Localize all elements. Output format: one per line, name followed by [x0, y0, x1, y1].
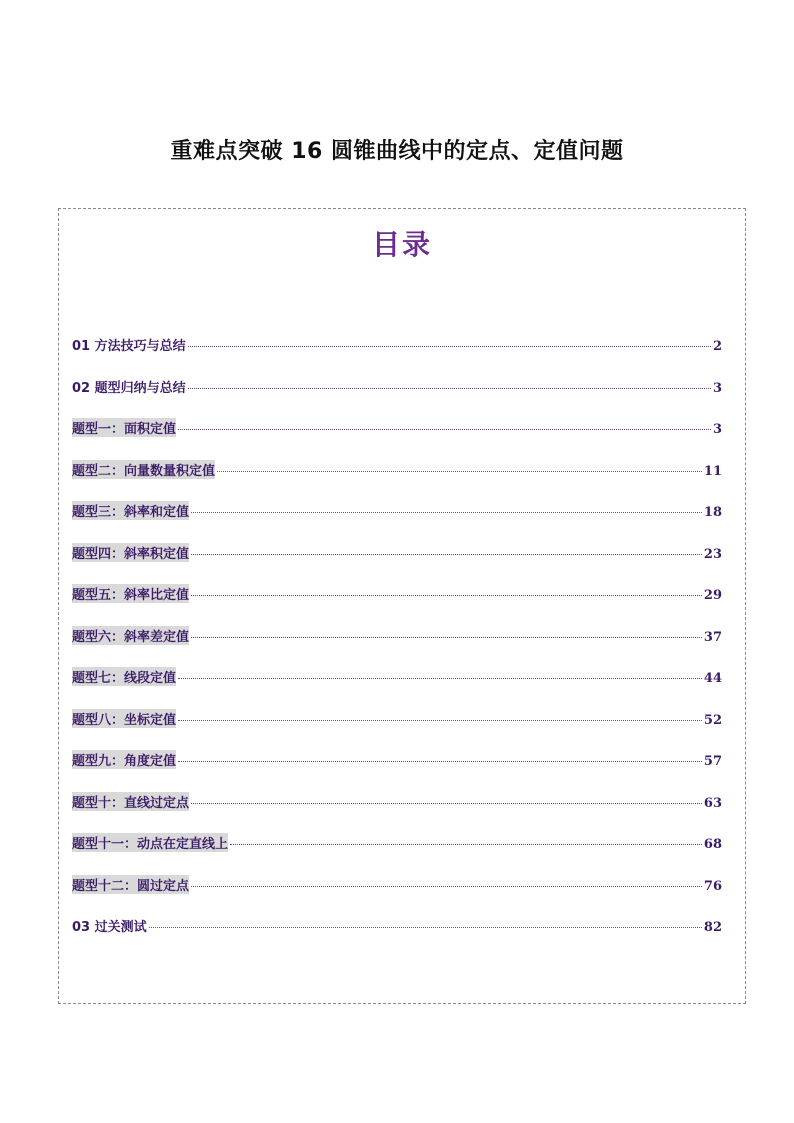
toc-entry-page: 23 [703, 546, 722, 562]
toc-entry-page: 82 [703, 920, 722, 935]
toc-entry[interactable] [72, 667, 722, 709]
toc-entry-page: 52 [703, 712, 722, 728]
toc-entry-label: 题型七：线段定值 [72, 667, 176, 686]
toc-entry[interactable] [72, 584, 722, 626]
toc-entry[interactable] [72, 792, 722, 834]
toc-entry-page: 63 [703, 795, 722, 811]
toc-leader-dots [178, 678, 702, 679]
toc-entry-label: 题型十：直线过定点 [72, 792, 189, 811]
toc-entry[interactable] [72, 501, 722, 543]
toc-leader-dots [178, 429, 711, 430]
toc-leader-dots [191, 886, 702, 887]
toc-entry[interactable] [72, 750, 722, 792]
toc-entry-page: 37 [703, 629, 722, 645]
table-of-contents [58, 208, 746, 1004]
toc-entry[interactable] [72, 543, 722, 585]
toc-entry[interactable] [72, 460, 722, 502]
toc-entry-page: 3 [712, 422, 722, 437]
toc-entry-label: 题型三：斜率和定值 [72, 501, 189, 520]
toc-entry-page: 44 [703, 671, 722, 686]
toc-entry[interactable] [72, 709, 722, 751]
toc-entry[interactable] [72, 833, 722, 875]
toc-entry[interactable] [72, 916, 722, 958]
toc-leader-dots [191, 803, 702, 804]
toc-leader-dots [178, 761, 702, 762]
toc-entry[interactable] [72, 418, 722, 460]
toc-entry-page: 11 [703, 463, 722, 479]
toc-heading: 目录 [371, 228, 432, 261]
toc-entry-label: 题型十二：圆过定点 [72, 875, 189, 894]
toc-leader-dots [149, 927, 702, 928]
toc-entry[interactable] [72, 626, 722, 668]
toc-entry-label: 题型十一：动点在定直线上 [72, 833, 228, 852]
toc-entry-label: 题型四：斜率积定值 [72, 543, 189, 562]
toc-entry-page: 18 [703, 505, 722, 520]
toc-leader-dots [191, 637, 702, 638]
toc-entry-label: 题型二：向量数量积定值 [72, 460, 215, 479]
toc-leader-dots [188, 388, 711, 389]
toc-entry-page: 3 [712, 380, 722, 396]
toc-leader-dots [230, 844, 702, 845]
toc-entry[interactable] [72, 377, 722, 419]
toc-leader-dots [191, 512, 702, 513]
toc-leader-dots [191, 595, 702, 596]
toc-entry-label: 题型一：面积定值 [72, 418, 176, 437]
toc-entry-label: 题型五：斜率比定值 [72, 584, 189, 603]
toc-entry-page: 68 [703, 837, 722, 852]
toc-entry-label: 01 方法技巧与总结 [72, 339, 186, 354]
toc-entry-page: 29 [703, 588, 722, 603]
toc-entry[interactable] [72, 335, 722, 377]
toc-leader-dots [191, 554, 702, 555]
page-title: 重难点突破 16 圆锥曲线中的定点、定值问题 [170, 139, 624, 164]
toc-entry-page: 2 [712, 339, 722, 354]
toc-entry-label: 03 过关测试 [72, 920, 147, 935]
toc-entry[interactable] [72, 875, 722, 917]
toc-leader-dots [188, 346, 711, 347]
toc-list [72, 335, 722, 958]
toc-entry-page: 76 [703, 878, 722, 894]
toc-entry-label: 题型九：角度定值 [72, 750, 176, 769]
toc-entry-page: 57 [703, 754, 722, 769]
toc-leader-dots [178, 720, 702, 721]
toc-entry-label: 题型八：坐标定值 [72, 709, 176, 728]
toc-leader-dots [217, 471, 702, 472]
toc-entry-label: 题型六：斜率差定值 [72, 626, 189, 645]
toc-entry-label: 02 题型归纳与总结 [72, 380, 186, 396]
